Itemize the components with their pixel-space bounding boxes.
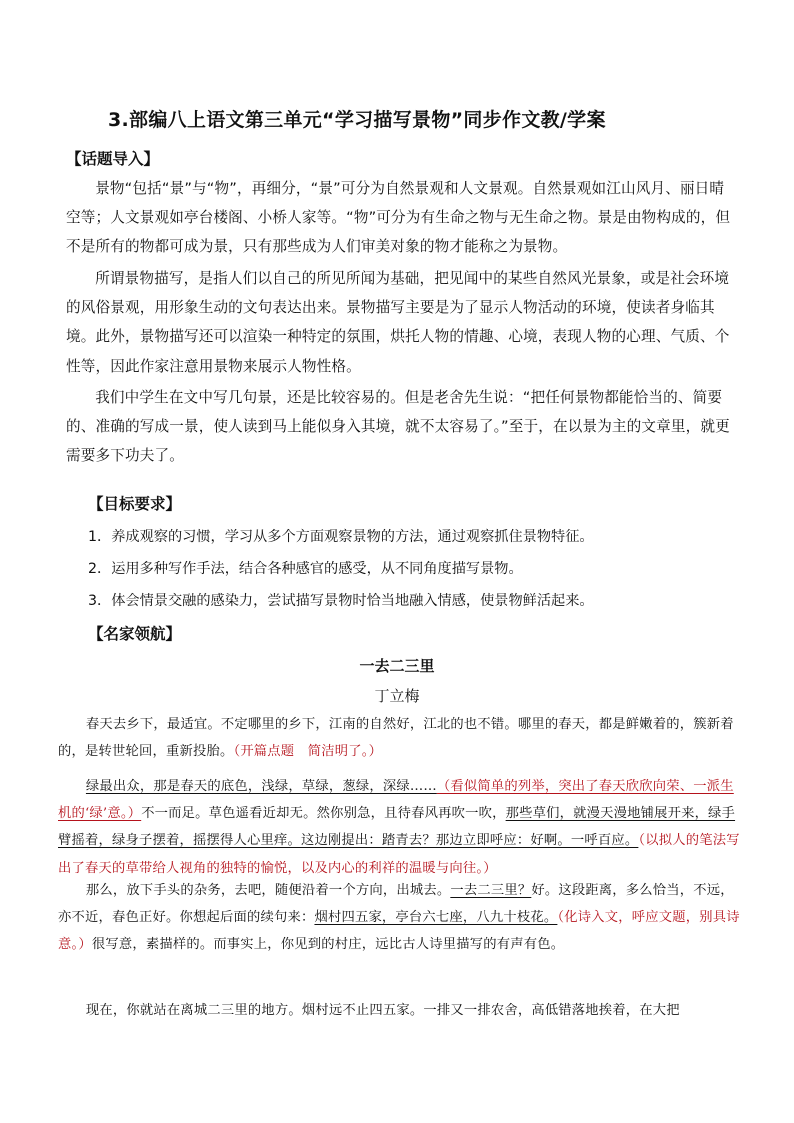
essay-p2-annotation-2: （以拟人的笔法写出了春天的草带给人视角的独特的愉悦，以及内心的利祥的温暖与向往。） xyxy=(58,833,740,876)
essay-title: 一去二三里 xyxy=(359,657,435,675)
goal-item-3: 3．体会情景交融的感染力，尝试描写景物时恰当地融入情感，使景物鲜活起来。 xyxy=(88,593,594,609)
goal-item-2: 2．运用多种写作手法，结合各种感官的感受，从不同角度描写景物。 xyxy=(88,561,523,577)
essay-p3-text-e: 很写意，素描样的。而事实上，你见到的村庄，远比古人诗里描写的有声有色。 xyxy=(91,937,565,953)
essay-p3-underlined-b: 一去二三里？ xyxy=(450,883,532,898)
intro-paragraph-3: 我们中学生在文中写几句景，还是比较容易的。但是老舍先生说：“把任何景物都能恰当的、简要的、准确的写成一景，使人读到马上能似身入其境，就不太容易了。”至于，在以景为主的文章里，就更需要多下功夫了。 xyxy=(66,389,730,465)
essay-paragraph-2 xyxy=(58,773,742,882)
goals-heading: 【目标要求】 xyxy=(88,495,182,513)
essay-p2-underlined-a: 绿最出众，那是春天的底色，浅绿，草绿，葱绿，深绿…… xyxy=(85,779,437,794)
essay-p1-annotation: （开篇点题 简洁明了。） xyxy=(233,744,383,760)
intro-paragraph-1: 景物“包括“景”与“物”，再细分，“景”可分为自然景观和人文景观。自然景观如江山风月、丽日晴空等；人文景观如亭台楼阁、小桥人家等。“物”可分为有生命之物与无生命之物。景是由物构成的，但不是所有的物都可成为景，只有那些成为人们审美对象的物才能称之为景物。 xyxy=(66,180,731,256)
essay-p3-underlined-d: 烟村四五家，亭台六七座，八九十枝花。 xyxy=(314,910,558,926)
essay-p3-text-a: 那么，放下手头的杂务，去吧，随便沿着一个方向，出城去。 xyxy=(85,883,451,898)
intro-heading: 【话题导入】 xyxy=(66,150,160,168)
essay-p1-text: 春天去乡下，最适宜。不定哪里的乡下，江南的自然好，江北的也不错。哪里的春天，都是鲜嫩着的，簇新着的，是转世轮回，重新投胎。 xyxy=(58,717,734,760)
goal-item-1: 1．养成观察的习惯，学习从多个方面观察景物的方法，通过观察抓住景物特征。 xyxy=(88,529,594,545)
essay-p4-text: 现在，你就站在离城二三里的地方。烟村远不止四五家。一排又一排农舍，高低错落地挨着，在大把 xyxy=(85,1003,680,1018)
essay-p2-annotation-1: （看似简单的列举，突出了春天欣欣向荣、一派生机的‘绿’意。） xyxy=(58,779,734,822)
essay-p2-text-b: 不一而足。草色遥看近却无。然你别急，且待春风再吹一吹， xyxy=(141,806,506,822)
essay-p2-underlined-c: 那些草们，就漫天漫地铺展开来，绿手臂摇着，绿身子摆着，摇摆得人心里痒。这边刚提出：踏青去？那边立即呼应：好啊。一呼百应。 xyxy=(58,806,736,849)
essay-author: 丁立梅 xyxy=(374,687,420,705)
essay-paragraph-3 xyxy=(58,877,742,959)
page-title: 3.部编八上语文第三单元“学习描写景物”同步作文教/学案 xyxy=(108,109,606,131)
essay-paragraph-4 xyxy=(58,997,742,1024)
essay-p3-annotation: （化诗入文，呼应文题，别具诗意。） xyxy=(58,910,740,953)
intro-paragraph-2: 所谓景物描写，是指人们以自己的所见所闻为基础，把见闻中的某些自然风光景象，或是社会环境的风俗景观，用形象生动的文句表达出来。景物描写主要是为了显示人物活动的环境，使读者身临其境。此外，景物描写还可以渲染一种特定的氛围，烘托人物的情趣、心境，表现人物的心理、气质、个性等，因此作家注意用景物来展示人物性格。 xyxy=(66,270,730,375)
essay-p3-text-c: 好。这段距离，多么恰当，不远，亦不近，春色正好。你想起后面的续句来： xyxy=(58,883,734,926)
essay-paragraph-1 xyxy=(58,711,742,765)
master-heading: 【名家领航】 xyxy=(88,625,182,643)
